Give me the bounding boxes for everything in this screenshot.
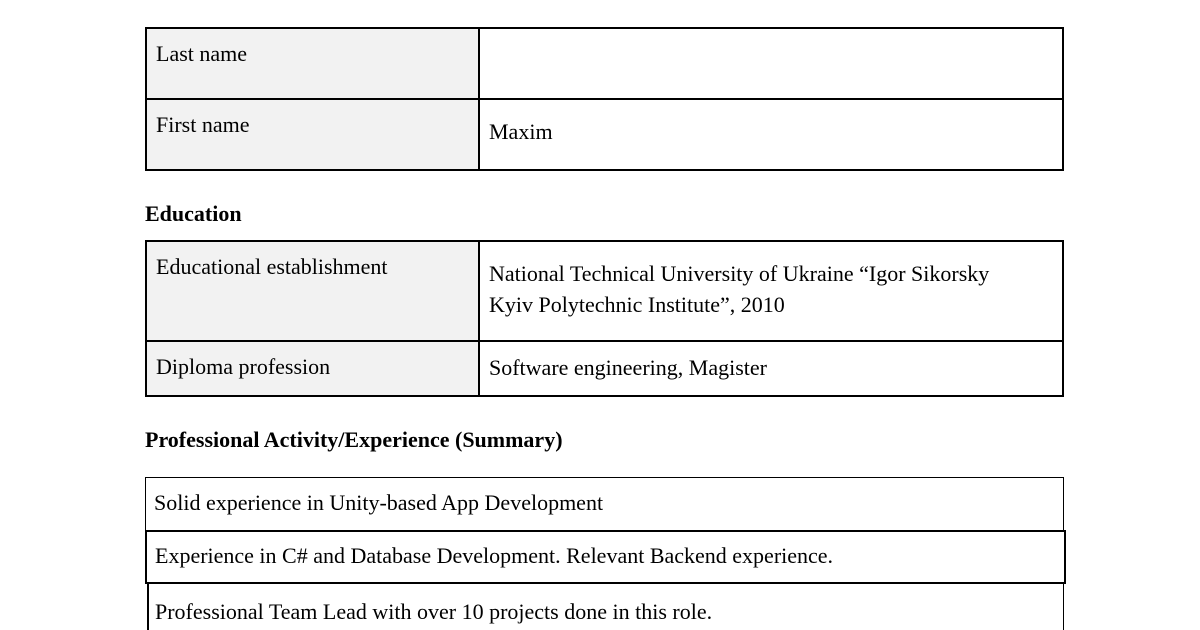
last-name-label: Last name [147, 29, 480, 98]
last-name-row [147, 29, 1062, 100]
first-name-value: Maxim [489, 119, 553, 144]
establishment-row [147, 242, 1062, 342]
profession-row [147, 342, 1062, 395]
experience-item: Professional Team Lead with over 10 projects done in this role. [147, 584, 1064, 630]
establishment-value-line2: Kyiv Polytechnic Institute”, 2010 [489, 292, 785, 317]
experience-summary [145, 477, 1064, 630]
experience-item: Experience in C# and Database Development. Relevant Backend experience. [145, 530, 1066, 584]
establishment-value-line1: National Technical University of Ukraine “Igor Sikorsky [489, 261, 990, 286]
first-name-label: First name [147, 100, 480, 169]
experience-heading: Professional Activity/Experience (Summary) [145, 427, 563, 452]
education-table [145, 240, 1064, 397]
profession-label: Diploma profession [147, 342, 480, 395]
establishment-label: Educational establishment [147, 242, 480, 340]
personal-info-table [145, 27, 1064, 171]
first-name-row [147, 100, 1062, 169]
profession-value: Software engineering, Magister [489, 355, 767, 380]
experience-item: Solid experience in Unity-based App Development [145, 477, 1064, 531]
last-name-value [480, 29, 1062, 98]
education-heading: Education [145, 201, 242, 226]
establishment-value [480, 242, 1062, 340]
